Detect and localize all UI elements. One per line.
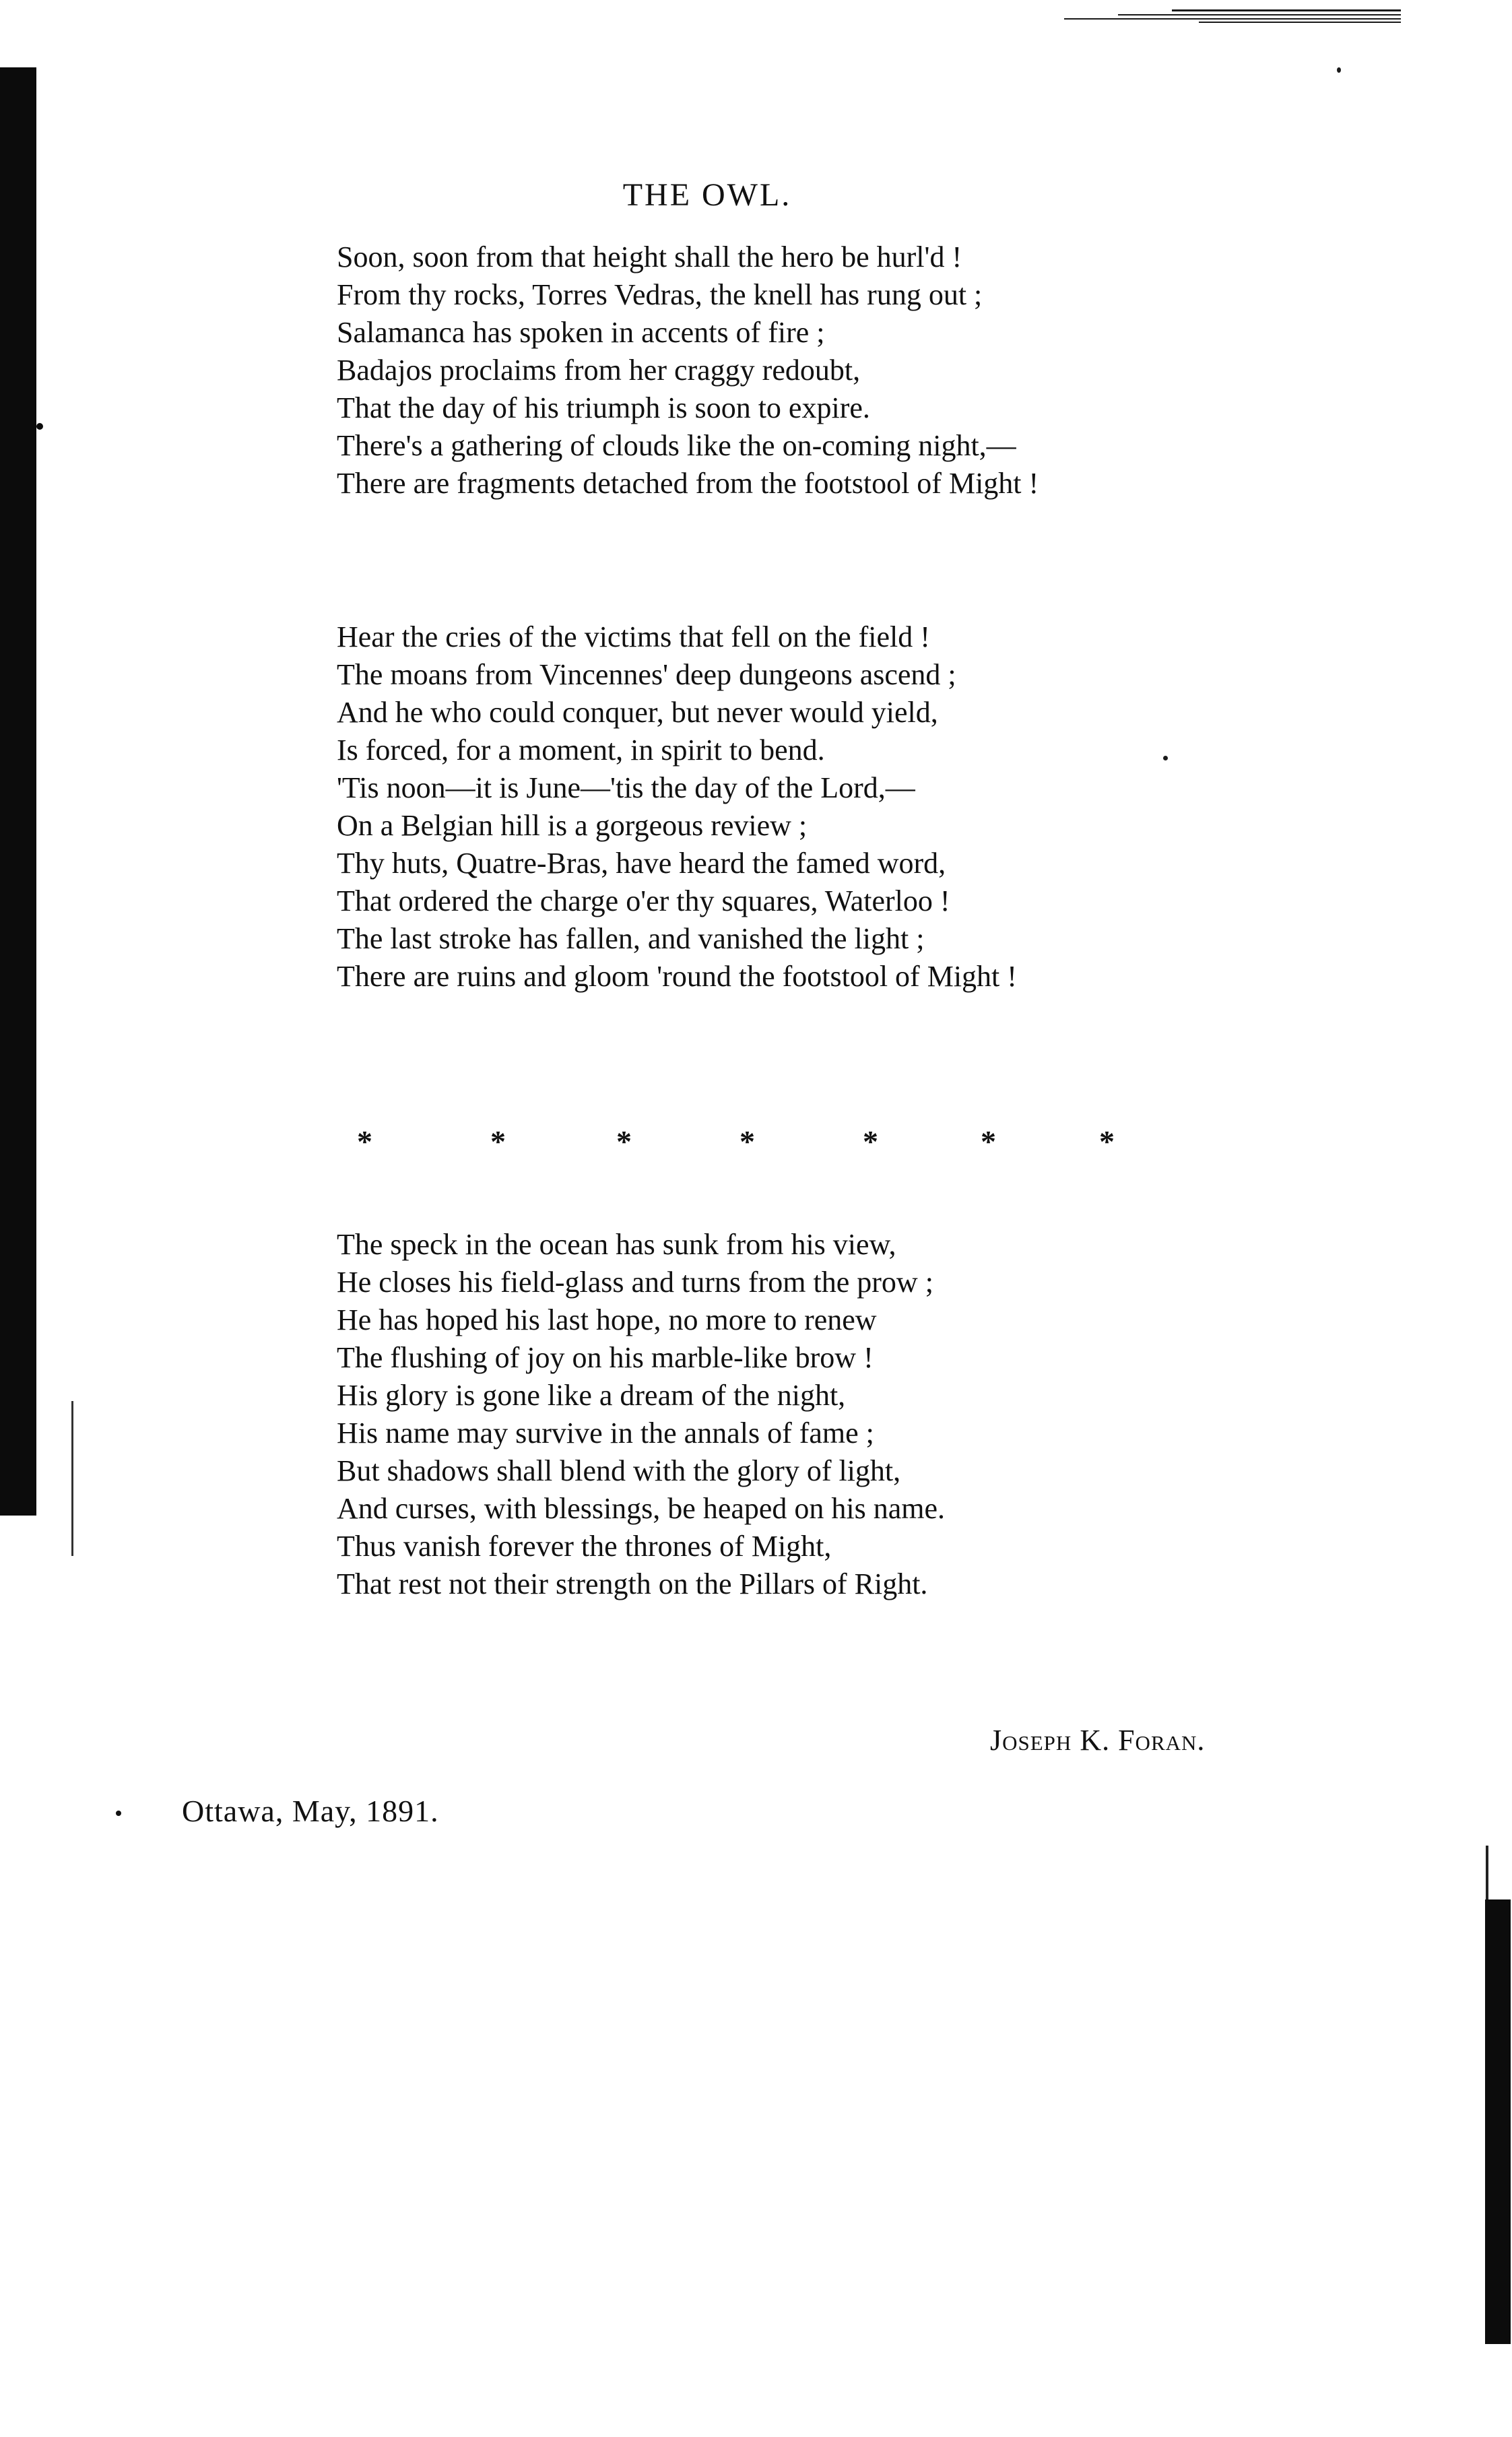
poem-line: Thy huts, Quatre-Bras, have heard the famed word, [337,847,946,880]
asterisk: * [981,1124,996,1159]
poem-line: That ordered the charge o'er thy squares, Waterloo ! [337,884,950,917]
asterism-separator [357,1124,1152,1157]
scan-line-left [71,1401,73,1556]
poem-line: That rest not their strength on the Pillars of Right. [337,1567,928,1600]
poem-line: He closes his field-glass and turns from the prow ; [337,1266,933,1299]
poem-line: His name may survive in the annals of fame ; [337,1417,874,1450]
poem-line: And curses, with blessings, be heaped on his name. [337,1492,946,1525]
scan-edge-left [0,67,36,1516]
stanza-3 [337,1226,945,1603]
asterisk: * [616,1124,632,1159]
poem-line: But shadows shall blend with the glory of light, [337,1454,901,1487]
asterisk: * [357,1124,372,1159]
poem-line: And he who could conquer, but never would yield, [337,696,938,729]
poem-line: Is forced, for a moment, in spirit to bend. [337,734,825,767]
scan-top-rules [1051,9,1401,24]
poem-line: The flushing of joy on his marble-like brow ! [337,1341,874,1374]
poem-line: He has hoped his last hope, no more to renew [337,1303,877,1336]
poem-line: The speck in the ocean has sunk from his view, [337,1228,896,1261]
page-title: THE OWL. [622,177,792,213]
poem-line: 'Tis noon—it is June—'tis the day of the Lord,— [337,771,915,804]
poem-line: His glory is gone like a dream of the night, [337,1379,846,1412]
poem-line: Badajos proclaims from her craggy redoubt, [337,354,861,387]
asterisk: * [490,1124,506,1159]
stanza-2 [337,618,1017,996]
poem-line: Hear the cries of the victims that fell on the field ! [337,620,930,653]
dateline: Ottawa, May, 1891. [182,1794,439,1828]
asterisk: * [1099,1124,1115,1159]
poem-line: There are ruins and gloom 'round the footstool of Might ! [337,960,1017,993]
poem-line: The moans from Vincennes' deep dungeons ascend ; [337,658,956,691]
stanza-1 [337,238,1039,502]
asterisk: * [739,1124,755,1159]
scan-line-right [1486,1846,1488,1906]
poem-line: From thy rocks, Torres Vedras, the knell has rung out ; [337,278,983,311]
scan-speck [116,1811,121,1816]
poem-line: Thus vanish forever the thrones of Might, [337,1530,832,1563]
poem-line: There's a gathering of clouds like the on-coming night,— [337,429,1016,462]
scan-notch [36,423,43,430]
scan-speck [1163,756,1168,760]
poem-line: There are fragments detached from the footstool of Might ! [337,467,1039,500]
poem-line: On a Belgian hill is a gorgeous review ; [337,809,808,842]
asterisk: * [863,1124,878,1159]
poem-line: The last stroke has fallen, and vanished the light ; [337,922,925,955]
author-signature: Joseph K. Foran. [990,1724,1206,1757]
scan-edge-right [1485,1899,1511,2344]
poem-line: Soon, soon from that height shall the hero be hurl'd ! [337,240,962,273]
poem-line: Salamanca has spoken in accents of fire ; [337,316,825,349]
poem-line: That the day of his triumph is soon to expire. [337,391,870,424]
scan-speck [1337,67,1341,73]
